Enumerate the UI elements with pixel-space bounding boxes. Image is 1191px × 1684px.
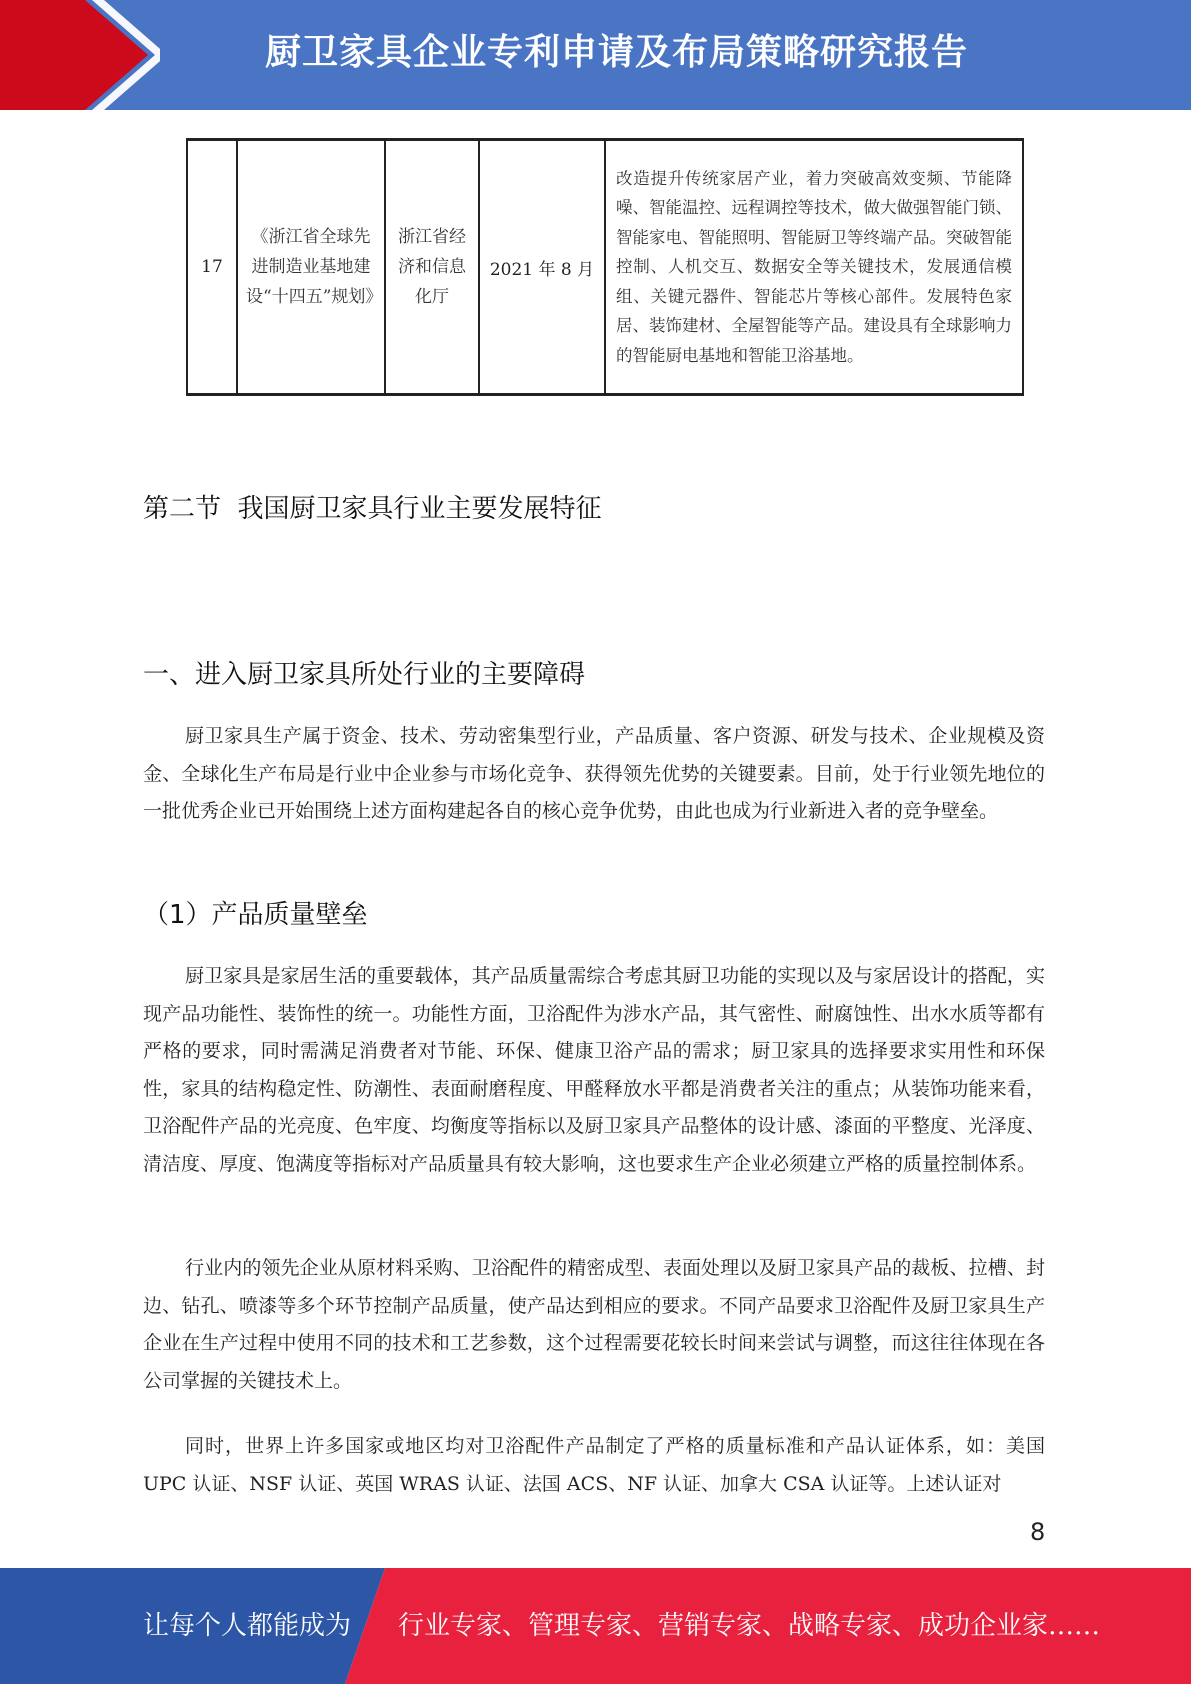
table-row (187, 140, 1023, 395)
subsection-heading-2: （1）产品质量壁垒 (143, 900, 368, 930)
table-cell-date: 2021 年 8 月 (479, 140, 605, 395)
report-title: 厨卫家具企业专利申请及布局策略研究报告 (265, 32, 969, 73)
footer-bar (0, 1568, 1191, 1684)
red-chevron-graphic (0, 0, 160, 110)
table-cell-policy-name: 《浙江省全球先进制造业基地建设“十四五”规划》 (237, 140, 385, 395)
paragraph: 厨卫家具是家居生活的重要载体，其产品质量需综合考虑其厨卫功能的实现以及与家居设计的搭配，实现产品功能性、装饰性的统一。功能性方面，卫浴配件为涉水产品，其气密性、耐腐蚀性、出水水质等都有严格的要求，同时需满足消费者对节能、环保、健康卫浴产品的需求；厨卫家具的选择要求实用性和环保性，家具的结构稳定性、防潮性、表面耐磨程度、甲醛释放水平都是消费者关注的重点；从装饰功能来看，卫浴配件产品的光亮度、色牢度、均衡度等指标以及厨卫家具产品整体的设计感、漆面的平整度、光泽度、清洁度、厚度、饱满度等指标对产品质量具有较大影响，这也要求生产企业必须建立严格的质量控制体系。 (143, 965, 1045, 1175)
page-number: 8 (1030, 1518, 1046, 1546)
table-cell-department: 浙江省经济和信息化厅 (385, 140, 479, 395)
table-cell-number: 17 (187, 140, 237, 395)
footer-slogan-right: 行业专家、管理专家、营销专家、战略专家、成功企业家…… (398, 1611, 1101, 1641)
paragraph: 厨卫家具生产属于资金、技术、劳动密集型行业，产品质量、客户资源、研发与技术、企业规模及资金、全球化生产布局是行业中企业参与市场化竞争、获得领先优势的关键要素。目前，处于行业领先地位的一批优秀企业已开始围绕上述方面构建起各自的核心竞争优势，由此也成为行业新进入者的竞争壁垒。 (143, 725, 1045, 823)
policy-table (186, 138, 1024, 396)
section-heading: 第二节 我国厨卫家具行业主要发展特征 (143, 494, 602, 524)
header-bar (0, 0, 1191, 110)
paragraph: 行业内的领先企业从原材料采购、卫浴配件的精密成型、表面处理以及厨卫家具产品的裁板、拉槽、封边、钻孔、喷漆等多个环节控制产品质量，使产品达到相应的要求。不同产品要求卫浴配件及厨卫家具生产企业在生产过程中使用不同的技术和工艺参数，这个过程需要花较长时间来尝试与调整，而这往往体现在各公司掌握的关键技术上。 (143, 1257, 1045, 1392)
footer-slogan-left: 让每个人都能成为 (143, 1611, 352, 1641)
paragraph: 同时，世界上许多国家或地区均对卫浴配件产品制定了严格的质量标准和产品认证体系，如：美国 UPC 认证、NSF 认证、英国 WRAS 认证、法国 ACS、NF 认证、加拿大 CSA 认证等。上述认证对 (143, 1435, 1045, 1495)
table-cell-content: 改造提升传统家居产业，着力突破高效变频、节能降噪、智能温控、远程调控等技术，做大做强智能门锁、智能家电、智能照明、智能厨卫等终端产品。突破智能控制、人机交互、数据安全等关键技术，发展通信模组、关键元器件、智能芯片等核心部件。发展特色家居、装饰建材、全屋智能等产品。建设具有全球影响力的智能厨电基地和智能卫浴基地。 (605, 140, 1023, 395)
subsection-heading: 一、进入厨卫家具所处行业的主要障碍 (143, 660, 586, 690)
